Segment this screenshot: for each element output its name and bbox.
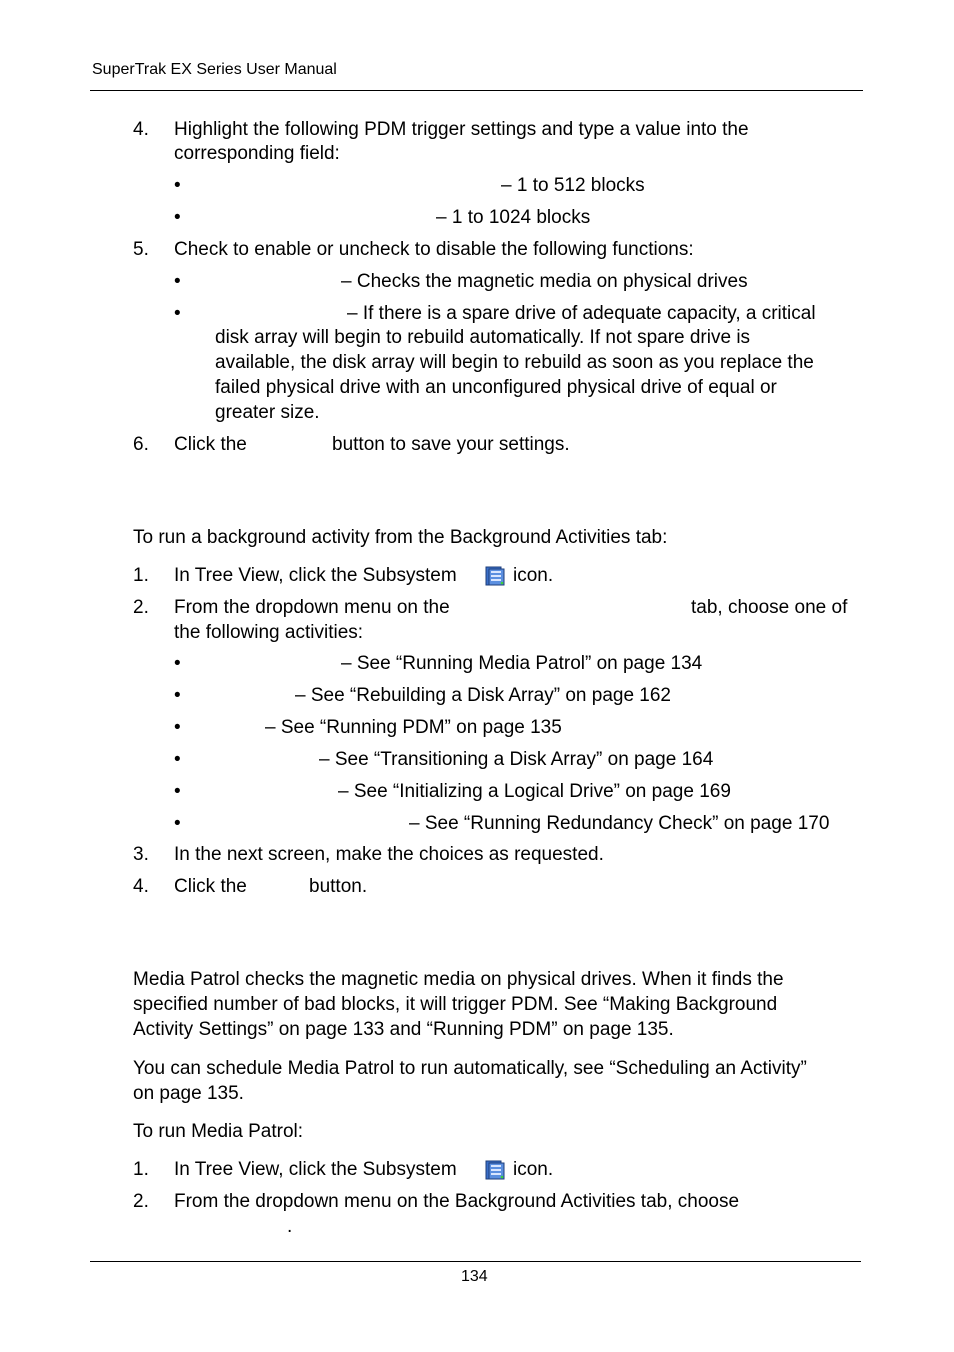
paragraph: You can schedule Media Patrol to run automatically, see “Scheduling an Activity”	[133, 1058, 807, 1079]
step-text: the following activities:	[174, 622, 364, 643]
bullet-text: – 1 to 1024 blocks	[436, 207, 591, 228]
bullet-text: available, the disk array will begin to rebuild as soon as you replace the	[215, 352, 814, 373]
bullet: •	[174, 303, 181, 324]
bullet: •	[174, 207, 181, 228]
footer-rule	[90, 1261, 861, 1262]
step-number: 6.	[133, 434, 149, 455]
paragraph: specified number of bad blocks, it will trigger PDM. See “Making Background	[133, 994, 778, 1015]
header-rule	[90, 90, 863, 91]
step-text: button to save your settings.	[332, 434, 570, 455]
step-text: tab, choose one of	[691, 597, 848, 618]
paragraph: on page 135.	[133, 1083, 244, 1104]
subsystem-icon	[483, 1159, 507, 1186]
bullet-text: – See “Initializing a Logical Drive” on page 169	[338, 781, 731, 802]
bullet-text: failed physical drive with an unconfigured physical drive of equal or	[215, 377, 777, 398]
bullet: •	[174, 685, 181, 706]
step-text: button.	[309, 876, 368, 897]
page-number: 134	[461, 1268, 488, 1285]
running-header: SuperTrak EX Series User Manual	[92, 61, 337, 78]
bullet: •	[174, 813, 181, 834]
bullet-text: – See “Rebuilding a Disk Array” on page 162	[295, 685, 672, 706]
bullet: •	[174, 271, 181, 292]
bullet-text: – See “Running PDM” on page 135	[265, 717, 562, 738]
bullet-text: – Checks the magnetic media on physical drives	[341, 271, 748, 292]
bullet-text: – See “Transitioning a Disk Array” on page 164	[319, 749, 714, 770]
paragraph: To run a background activity from the Background Activities tab:	[133, 527, 668, 548]
step-text: Click the	[174, 434, 247, 455]
bullet-text: – 1 to 512 blocks	[501, 175, 645, 196]
bullet: •	[174, 781, 181, 802]
step-text: In Tree View, click the Subsystem	[174, 565, 457, 586]
step-text: In Tree View, click the Subsystem	[174, 1159, 457, 1180]
bullet-text: disk array will begin to rebuild automatically. If not spare drive is	[215, 327, 751, 348]
step-number: 1.	[133, 1159, 149, 1180]
bullet-text: – See “Running Media Patrol” on page 134	[341, 653, 703, 674]
step-number: 3.	[133, 844, 149, 865]
step-text: From the dropdown menu on the	[174, 597, 450, 618]
step-text: From the dropdown menu on the Background Activities tab, choose	[174, 1191, 740, 1212]
bullet: •	[174, 717, 181, 738]
bullet: •	[174, 175, 181, 196]
step-number: 2.	[133, 1191, 149, 1212]
step-text: In the next screen, make the choices as requested.	[174, 844, 604, 865]
bullet-text: greater size.	[215, 402, 320, 423]
step-text: corresponding field:	[174, 143, 340, 164]
paragraph: Media Patrol checks the magnetic media on physical drives. When it finds the	[133, 969, 784, 990]
step-number: 4.	[133, 119, 149, 140]
bullet-text: – If there is a spare drive of adequate capacity, a critical	[347, 303, 816, 324]
bullet: •	[174, 653, 181, 674]
step-number: 1.	[133, 565, 149, 586]
step-number: 2.	[133, 597, 149, 618]
paragraph: Activity Settings” on page 133 and “Running PDM” on page 135.	[133, 1019, 674, 1040]
paragraph: To run Media Patrol:	[133, 1121, 304, 1142]
step-text: Highlight the following PDM trigger settings and type a value into the	[174, 119, 749, 140]
step-text: Click the	[174, 876, 247, 897]
bullet: •	[174, 749, 181, 770]
step-text: .	[287, 1216, 293, 1237]
step-text: icon.	[513, 1159, 554, 1180]
step-number: 4.	[133, 876, 149, 897]
step-text: Check to enable or uncheck to disable the following functions:	[174, 239, 694, 260]
step-text: icon.	[513, 565, 554, 586]
bullet-text: – See “Running Redundancy Check” on page 170	[409, 813, 830, 834]
subsystem-icon	[483, 565, 507, 592]
step-number: 5.	[133, 239, 149, 260]
